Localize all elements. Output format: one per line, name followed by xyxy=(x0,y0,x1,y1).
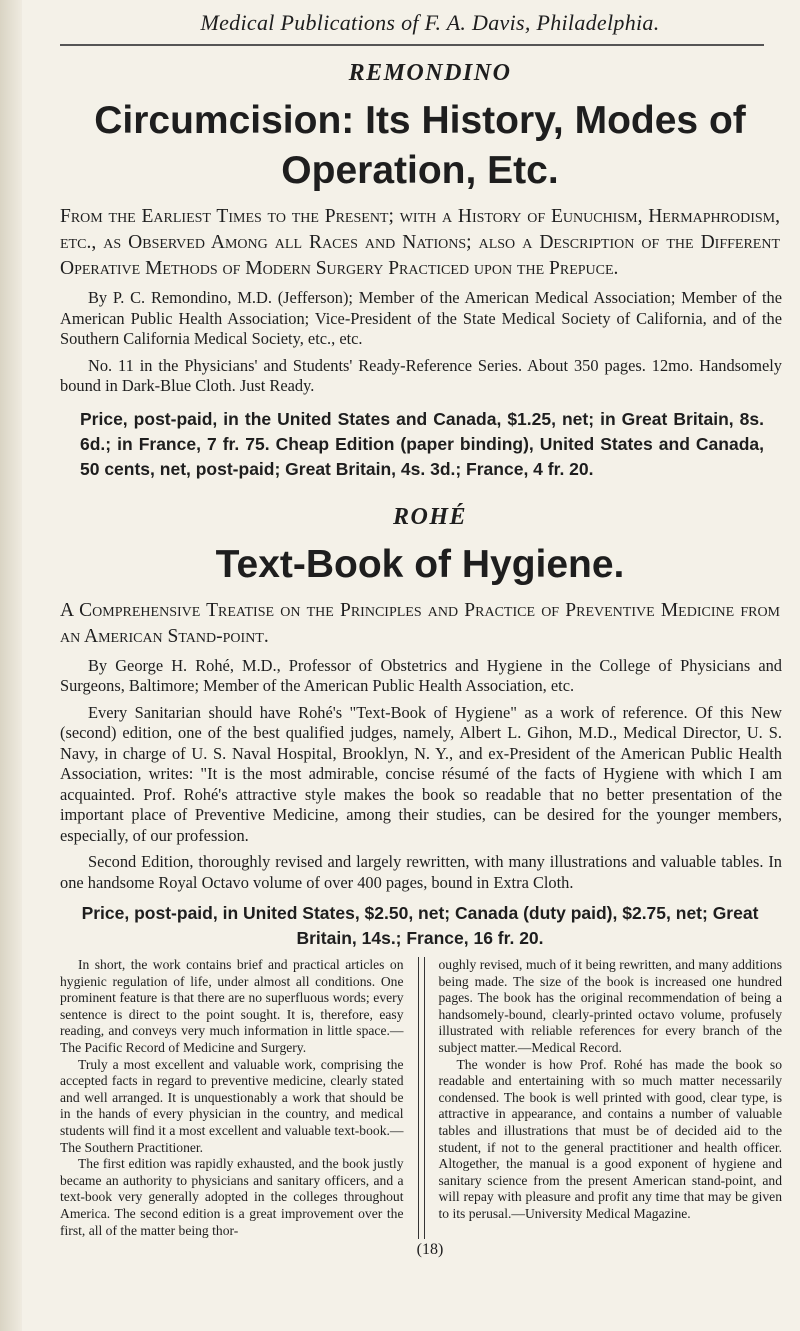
review-columns xyxy=(60,957,782,1239)
price-statement: Price, post-paid, in the United States and Canada, $1.25, net; in Great Britain, 8s. 6d.; in France, 7 fr. 75. Cheap Edition (paper binding), United States and Canada, 50 cents, net, post-paid; Great Britain, 4s. 3d.; France, 4 fr. 20. xyxy=(80,408,764,479)
book-title: Text-Book of Hygiene. xyxy=(215,542,625,586)
book-title-line-1: Circumcision: Its History, Modes of xyxy=(94,99,746,142)
price-statement: Price, post-paid, in United States, $2.50, net; Canada (duty paid), $2.75, net; Great Britain, 14s.; France, 16 fr. 20. xyxy=(81,903,759,948)
review-paragraph: Every Sanitarian should have Rohé's "Text-Book of Hygiene" as a work of reference. Of this New (second) edition, one of the best qualified judges, namely, Albert L. Gihon, M.D., Medical Director, U. S. Navy, in charge of U. S. Naval Hospital, Brooklyn, N. Y., and ex-President of the American Public Health Association, writes: "It is the most admirable, concise résumé of the facts of Hygiene with which I am acquainted. Prof. Rohé's attractive style makes the book so readable that no better presentation of the important place of Preventive Medicine, among their studies, can be desired for the younger members, especially, of our profession. xyxy=(60,702,782,845)
header-rule xyxy=(60,44,764,46)
edition-paragraph: Second Edition, thoroughly revised and largely rewritten, with many illustrations and valuable tables. In one handsome Royal Octavo volume of over 400 pages, bound in Extra Cloth. xyxy=(60,852,782,892)
author-byline: By P. C. Remondino, M.D. (Jefferson); Member of the American Medical Association; Member of the American Public Health Association; Vice-President of the State Medical Society of California, and of the Southern California Medical Society, etc., etc. xyxy=(60,288,782,348)
review-column-left xyxy=(60,957,404,1239)
review-column-right xyxy=(439,957,783,1239)
book-entry-rohe xyxy=(60,504,800,1240)
book-subtitle: A Comprehensive Treatise on the Principles and Practice of Preventive Medicine from an American Stand-point. xyxy=(60,599,780,647)
series-note: No. 11 in the Physicians' and Students' Ready-Reference Series. About 350 pages. 12mo. Handsomely bound in Dark-Blue Cloth. Just Ready. xyxy=(60,355,782,395)
book-title-line-2: Operation, Etc. xyxy=(281,149,559,192)
page-number: (18) xyxy=(416,1241,444,1259)
book-subtitle: From the Earliest Times to the Present; with a History of Eunuchism, Hermaphrodism, etc., as Observed Among all Races and Nations; also a Description of the Different Operative Methods of Modern Surgery Practiced upon the Prepuce. xyxy=(60,206,780,279)
review-quote: Truly a most excellent and valuable work, comprising the accepted facts in regard to preventive medicine, clearly stated and well arranged. It is unquestionably a work that should be in the hands of every physician in the country, and medical students will find it a most excellent and valuable text-book.—The Southern Practitioner. xyxy=(60,1056,404,1155)
review-quote: In short, the work contains brief and practical articles on hygienic regulation of life, under almost all conditions. One prominent feature is that there are no superfluous words; every sentence is direct to the point sought. It is, therefore, easy reading, and conveys very much information in little space.—The Pacific Record of Medicine and Surgery. xyxy=(60,957,404,1055)
review-quote: The first edition was rapidly exhausted, and the book justly became an authority to physicians and sanitary officers, and a text-book very generally adopted in the colleges throughout America. The second edition is a great improvement over the first, all of the matter being thor- xyxy=(60,1156,404,1238)
review-quote: oughly revised, much of it being rewritten, and many additions being made. The size of the book is increased one hundred pages. The book has the original recommendation of being a handsomely-bound, clearly-printed octavo volume, profusely illustrated with reliable references for every branch of the subject matter.—Medical Record. xyxy=(438,957,782,1055)
review-quote: The wonder is how Prof. Rohé has made the book so readable and entertaining with so much matter necessarily condensed. The book is well printed with good, clear type, is attractive in appearance, and contains a number of valuable tables and illustrations that must be of decided aid to the student, if not to the general practitioner and health officer. Altogether, the manual is a good exponent of hygiene and sanitary science from the present American stand-point, and will repay with pleasure and profit any time that may be given to its perusal.—University Medical Magazine. xyxy=(438,1056,782,1221)
author-byline: By George H. Rohé, M.D., Professor of Obstetrics and Hygiene in the College of Physicians and Surgeons, Baltimore; Member of the American Public Health Association, etc. xyxy=(60,655,782,695)
page-binding-edge xyxy=(0,0,22,1331)
author-heading: REMONDINO xyxy=(348,60,512,86)
column-divider xyxy=(418,957,425,1239)
book-entry-remondino xyxy=(60,60,800,482)
author-heading: ROHÉ xyxy=(392,503,467,530)
running-header: Medical Publications of F. A. Davis, Philadelphia. xyxy=(200,10,660,35)
